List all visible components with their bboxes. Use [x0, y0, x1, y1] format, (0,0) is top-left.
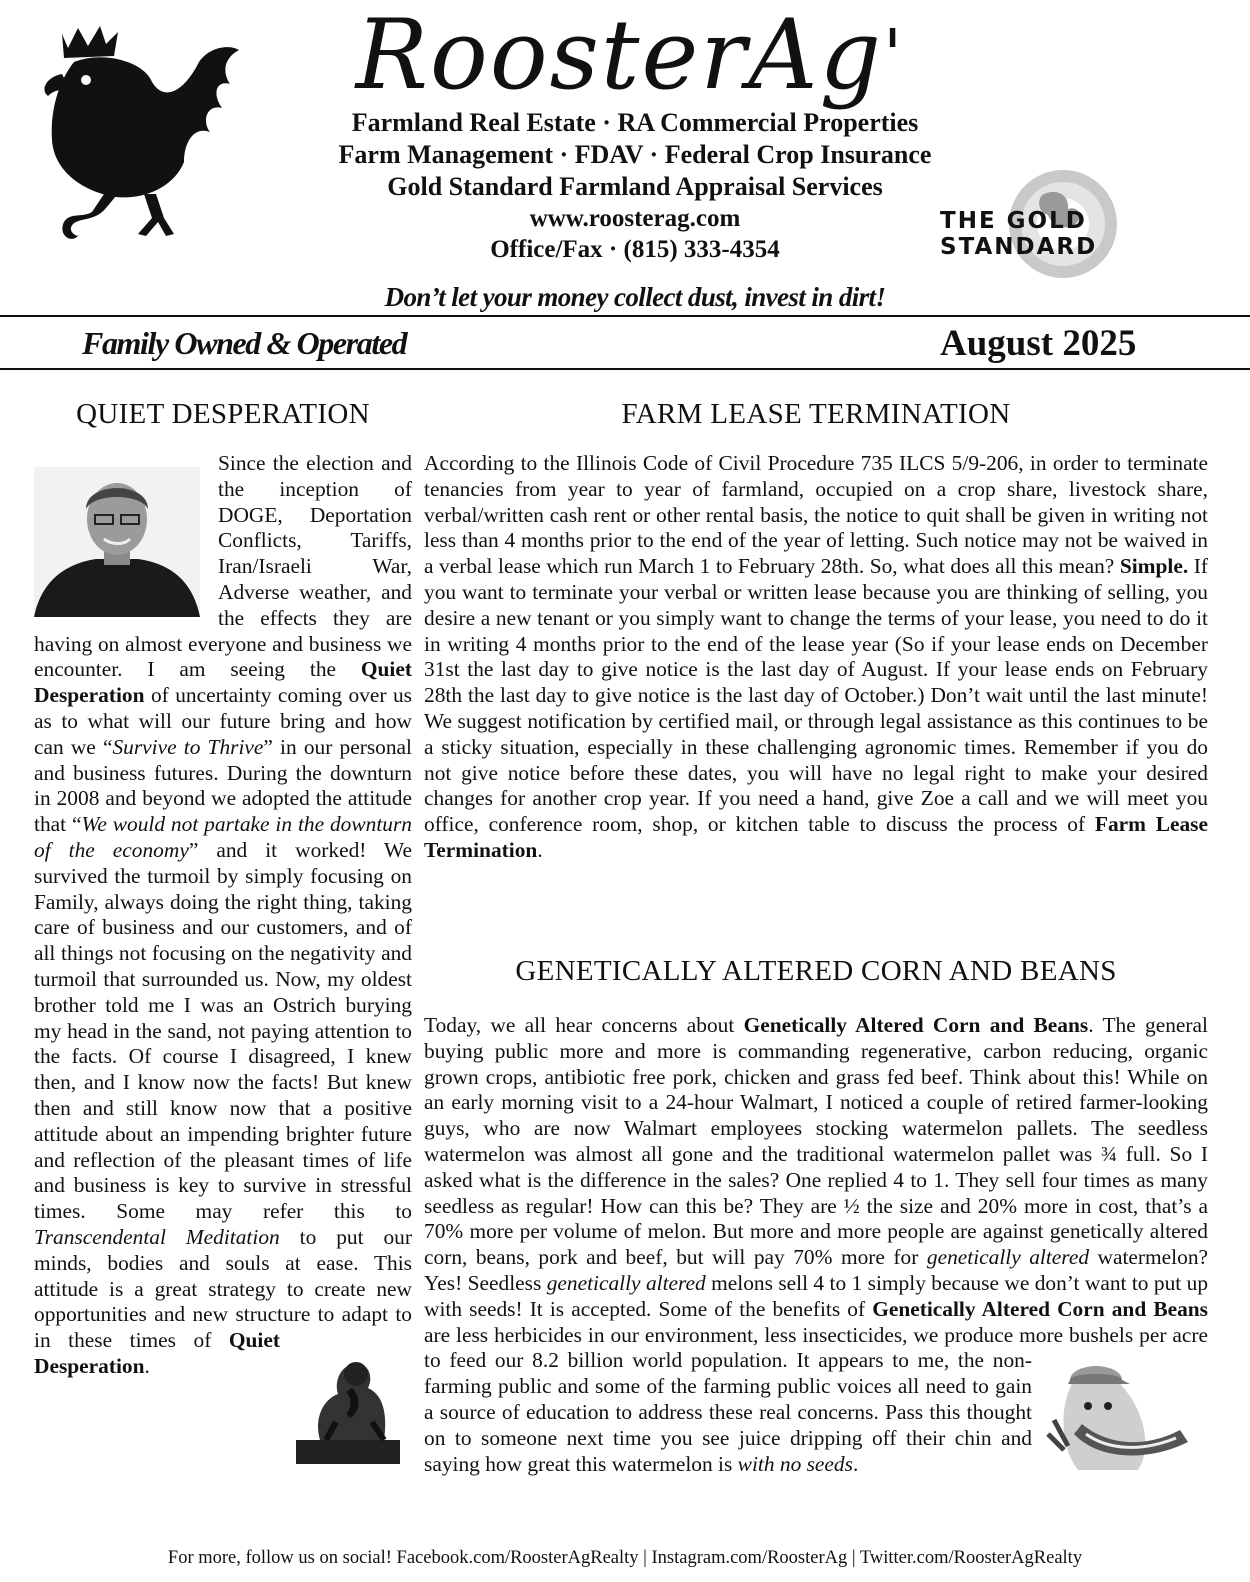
fl-text-3: . — [537, 837, 543, 862]
issue-date: August 2025 — [940, 323, 1137, 364]
ga-text-3: watermelon? Yes! Seedless — [424, 1245, 1209, 1295]
qd-bold-1: Quiet Desperation — [34, 657, 412, 708]
office-phone: Office/Fax · (815) 333-4354 — [490, 236, 780, 263]
qd-text-6: . — [144, 1353, 150, 1378]
genetically-altered-article — [424, 1013, 1208, 1480]
qd-italic-3: Transcendental Meditation — [34, 1224, 280, 1249]
ga-bold-1: Genetically Altered Corn and Beans — [743, 1013, 1089, 1037]
watermelon-cartoon-image — [1038, 1350, 1198, 1476]
fl-bold-2: Farm Lease Termination — [424, 812, 1208, 862]
services-line-3: Gold Standard Farmland Appraisal Services — [387, 172, 883, 201]
ga-text-1: Today, we all hear concerns about — [424, 1013, 744, 1037]
farm-lease-heading: FARM LEASE TERMINATION — [621, 398, 1011, 430]
rooster-logo-icon — [34, 22, 244, 244]
brand-wordmark — [285, 0, 975, 110]
qd-text-4: ” and it worked! We survived the turmoil by simply focusing on Family, always doing the right thing, taking care of business and our customers, and of all things not focusing on the negativity and turmoil that surrounded us. Now, my oldest brother told me I was an Ostrich burying my head in the sand, not paying attention to the facts. Of course I disagreed, I knew then, and I know now the facts! But knew then and still know now that a positive attitude about an impending brighter future and reflection of the pleasant times of life and business is key to survive in stressful times. Some may refer this to — [34, 837, 413, 1224]
author-photo-frame — [34, 451, 210, 623]
author-headshot-photo — [34, 467, 200, 617]
ga-text-5a: are less herbicides in our environment, less insecticides, we produce more bushels per acre to feed our 8.2 billion world population. — [424, 1322, 1208, 1373]
gold-standard-label: THE GOLD STANDARD — [940, 208, 1098, 260]
ga-bold-2: Genetically Altered Corn and Beans — [872, 1296, 1208, 1321]
social-footer: For more, follow us on social! Facebook.com/RoosterAgRealty | Instagram.com/RoosterAg | Twitter.com/RoosterAgRealty — [167, 1548, 1083, 1568]
genetically-altered-heading: GENETICALLY ALTERED CORN AND BEANS — [515, 955, 1117, 987]
thinker-statue-image — [286, 1336, 406, 1466]
brand-name: RoosterAg — [355, 0, 883, 111]
qd-italic-1: Survive to Thrive — [112, 734, 264, 759]
masthead-rule-bottom — [0, 368, 1250, 370]
ga-italic-1: genetically altered — [926, 1245, 1090, 1270]
services-line-1: Farmland Real Estate · RA Commercial Properties — [351, 108, 919, 137]
ga-text-4: melons sell 4 to 1 simply because we don’t want to put up with seeds! It is accepted. Some of the benefits of — [424, 1270, 1209, 1321]
website-link[interactable]: www.roosterag.com — [529, 205, 741, 232]
qd-text-5: to put our minds, bodies and souls at ease. This attitude is a great strategy to create new opportunities and new structure to adapt to in these times of — [34, 1224, 413, 1353]
qd-text-3: ” in our personal and business futures. During the downturn in 2008 and beyond we adopted the attitude that “ — [34, 734, 412, 837]
thinker-frame — [286, 1324, 412, 1465]
tagline: Don’t let your money collect dust, invest in dirt! — [384, 282, 886, 312]
ga-text-6: . — [852, 1451, 859, 1476]
ga-text-5b: It appears to me, the non-farming public and some of the farming public voices all need to gain a source of education to address these real concerns. Pass this thought on to someone next time you see juice dripping off their chin and saying how great this watermelon is — [424, 1348, 1032, 1476]
qd-text-2: of uncertainty coming over us as to what will our future bring and how can we “ — [34, 683, 412, 759]
fl-bold-1: Simple. — [1119, 554, 1189, 579]
masthead-rule-top — [0, 315, 1250, 317]
quiet-desperation-article — [34, 451, 412, 1465]
qd-text-1: Since the election and the inception of DOGE, Deportation Conflicts, Tariffs, Iran/Israeli War, Adverse weather, and the effects they are having on almost everyone and business we encounter. I am seeing the — [34, 451, 412, 682]
brand-mark: ' — [882, 14, 905, 96]
ga-italic-3: with no seeds — [737, 1451, 853, 1476]
ga-text-2: . The general buying public more and more is commanding regenerative, carbon reducing, organic grown crops, antibiotic free pork, chicken and grass fed beef. Think about this! While on an early morning visit to a 24-hour Walmart, I noticed a couple of retired farmer-looking guys, who are now Walmart employees stocking watermelon pallets. The seedless watermelon was almost all gone and the traditional watermelon pallet was ¾ full. So I asked what is the difference in the sales? One replied 4 to 1. They sell four times as many seedless as regular! How can this be? They are ½ the size and 20% more in cost, that’s a 70% more per volume of melon. But more and more people are against genetically altered corn, beans, pork and beef, but will pay 70% more for — [424, 1013, 1208, 1270]
qd-italic-2: We would not partake in the downturn of the economy — [34, 812, 412, 862]
fl-text-2: If you want to terminate your verbal or written lease because you are thinking of selling, you desire a new tenant or you simply want to change the terms of your lease, you need to do it in writing 4 months prior to the end of the lease year (So if your lease ends on December 31st the last day to give notice is the last day of August. If your lease ends on February 28th the last day to give notice is the last day of October.) Don’t wait until the last minute! We suggest notification by certified mail, or through legal assistance as this continues to be a sticky situation, especially in these challenging agronomic times. Remember if you do not give notice before these dates, you will have no legal right to make your desired changes for another crop year. If you need a hand, give Zoe a call and we will meet you office, conference room, shop, or kitchen table to discuss the process of — [424, 554, 1208, 837]
quiet-desperation-heading: QUIET DESPERATION — [76, 398, 370, 430]
fl-text-1: According to the Illinois Code of Civil Procedure 735 ILCS 5/9-206, in order to terminate tenancies from year to year of farmland, occupied on a crop share, livestock share, verbal/written cash rent or other rental basis, the notice to quit shall be given in writing not less than 4 months prior to the end of the year of letting. Such notice may not be waived in a verbal lease which run March 1 to February 28th. So, what does all this mean? — [424, 451, 1208, 579]
qd-bold-2: Quiet Desperation — [34, 1328, 280, 1378]
farm-lease-article — [424, 451, 1208, 864]
services-line-2: Farm Management · FDAV · Federal Crop Insurance — [338, 140, 932, 169]
family-owned-label: Family Owned & Operated — [82, 325, 407, 361]
watermelon-cartoon-frame — [1038, 1348, 1208, 1480]
ga-italic-2: genetically altered — [546, 1270, 706, 1295]
